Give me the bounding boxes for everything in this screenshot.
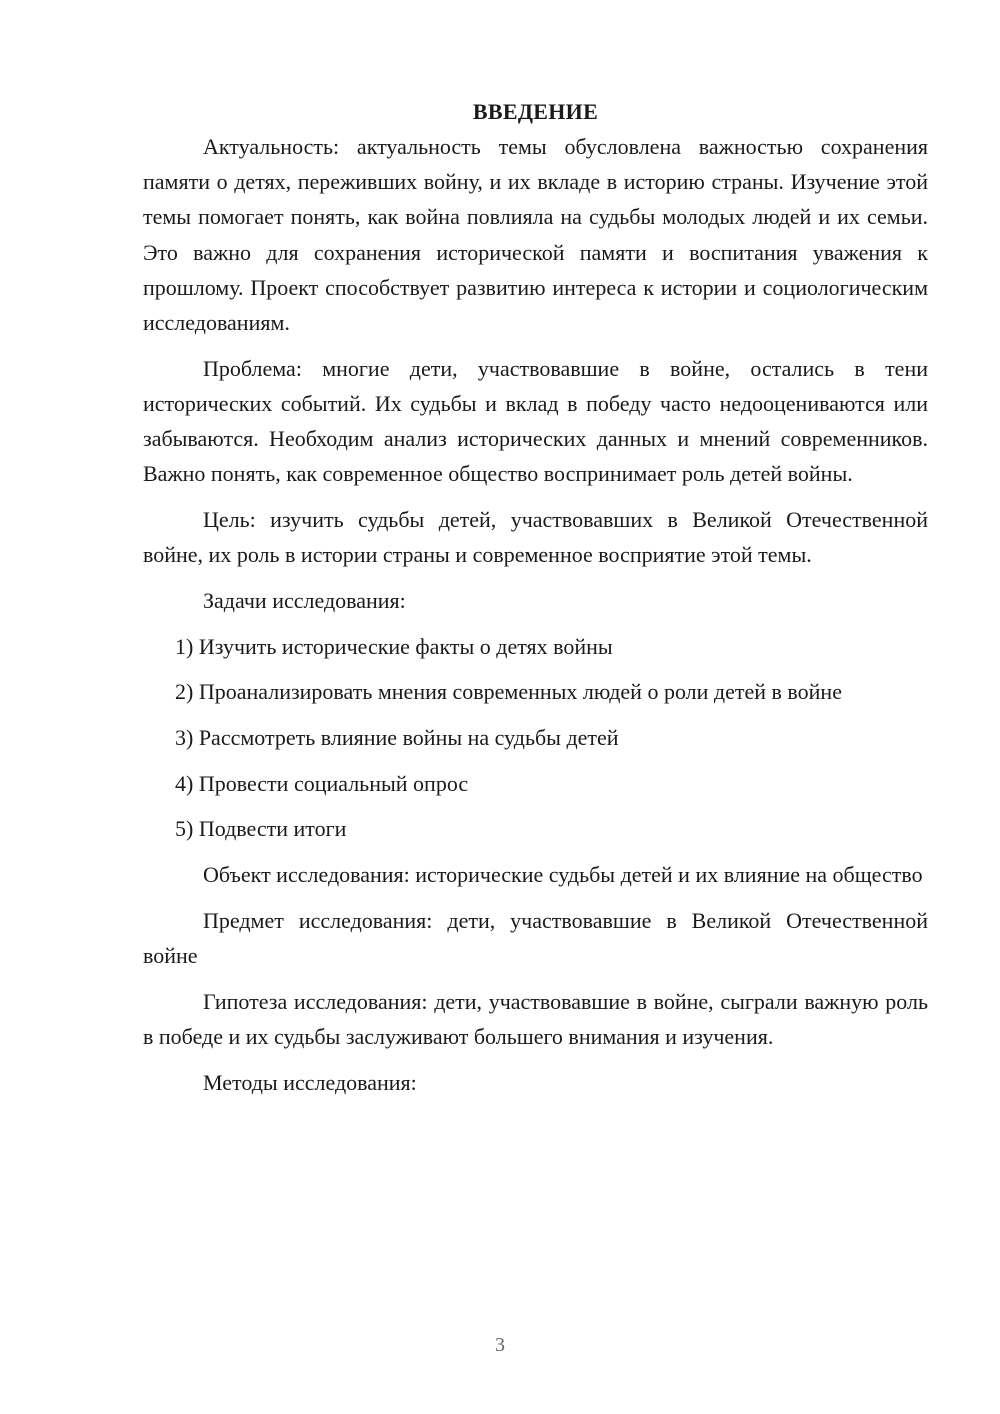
object-paragraph: Объект исследования: исторические судьбы детей и их влияние на общество: [203, 862, 923, 888]
task-item: 4) Провести социальный опрос: [175, 770, 469, 796]
page-content: [143, 94, 928, 1110]
task-item: 3) Рассмотреть влияние войны на судьбы детей: [175, 725, 619, 751]
task-item: 5) Подвести итоги: [175, 816, 347, 842]
relevance-paragraph: Актуальность: актуальность темы обусловлена важностью сохранения памяти о детях, переживших войну, и их вкладе в историю страны. Изучение этой темы помогает понять, как война повлияла на судьбы молодых людей и их семьи. Это важно для сохранения исторической памяти и воспитания уважения к прошлому. Проект способствует развитию интереса к истории и социологическим исследованиям.: [143, 134, 928, 336]
task-item: 2) Проанализировать мнения современных людей о роли детей в войне: [175, 679, 842, 705]
page-number: 3: [495, 1334, 505, 1356]
goal-paragraph: Цель: изучить судьбы детей, участвовавших в Великой Отечественной войне, их роль в истории страны и современное восприятие этой темы.: [143, 507, 928, 568]
tasks-list: [143, 629, 928, 847]
section-heading: ВВЕДЕНИЕ: [472, 99, 599, 124]
hypothesis-paragraph: Гипотеза исследования: дети, участвовавшие в войне, сыграли важную роль в победе и их судьбы заслуживают большего внимания и изучения.: [143, 988, 928, 1049]
subject-paragraph: Предмет исследования: дети, участвовавшие в Великой Отечественной войне: [143, 907, 928, 969]
problem-paragraph: Проблема: многие дети, участвовавшие в войне, остались в тени исторических событий. Их судьбы и вклад в победу часто недооцениваются или забываются. Необходим анализ исторических данных и мнений современников. Важно понять, как современное общество воспринимает роль детей войны.: [143, 355, 928, 487]
task-item: 1) Изучить исторические факты о детях войны: [175, 633, 613, 659]
methods-title: Методы исследования:: [203, 1069, 417, 1095]
tasks-title: Задачи исследования:: [203, 587, 406, 613]
